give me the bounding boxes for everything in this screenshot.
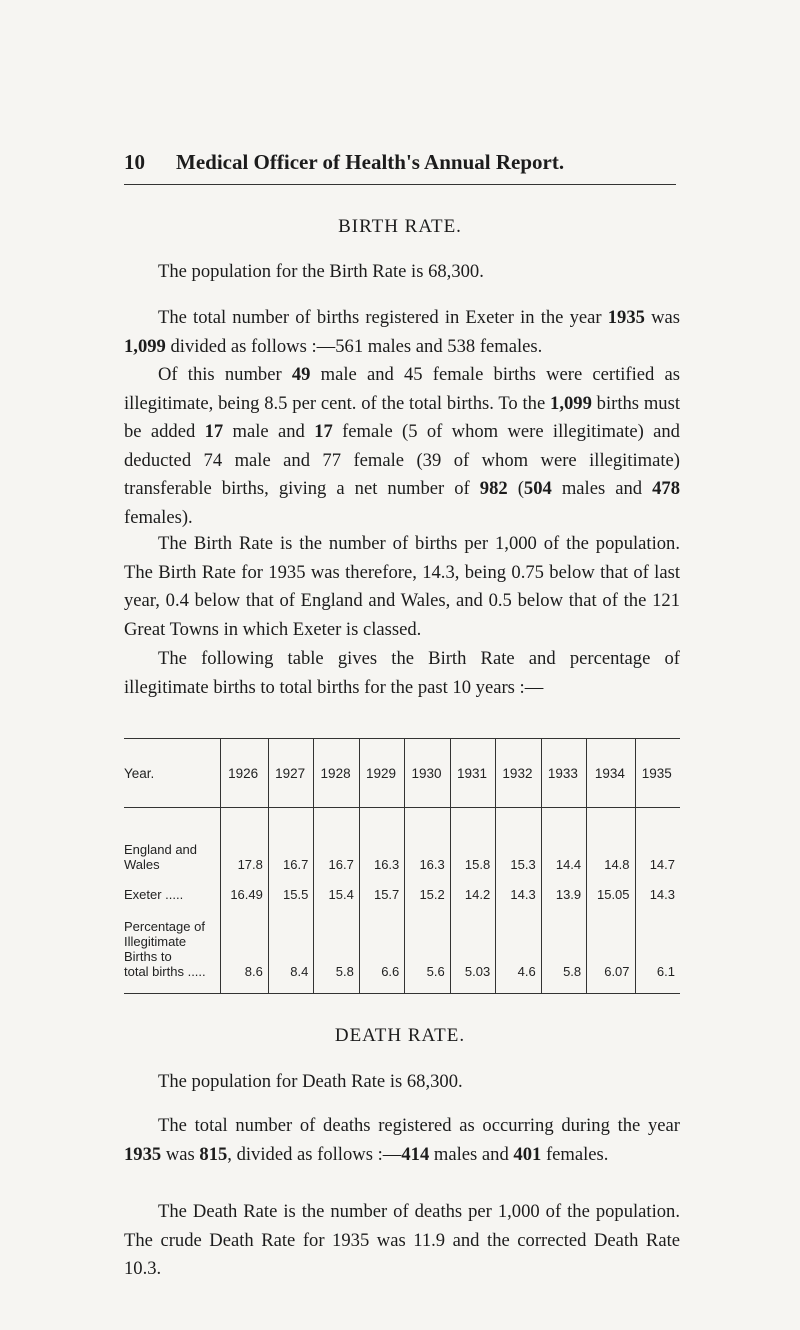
table-row-label [124,808,220,876]
table-cell: 8.4 [268,905,313,994]
header-rule [124,184,676,185]
table-row-label [124,875,220,905]
table-header-year-1926: 1926 [220,739,268,808]
row-label-line: Exeter ..... [124,887,184,902]
table-row [124,875,680,905]
birth-paragraph-population: The population for the Birth Rate is 68,300. [158,261,484,282]
table-cell: 16.3 [359,808,404,876]
table-cell: 14.3 [635,875,680,905]
table-cell: 14.2 [450,875,495,905]
death-paragraph-total: The total number of deaths registered as occurring during the year 1935 was 815, divided as follows :—414 males and 401 females. [124,1115,680,1165]
table-cell: 16.7 [314,808,359,876]
table-header-year: Year. [124,765,155,781]
page-number: 10 [124,150,145,174]
table-cell: 15.8 [450,808,495,876]
row-label-line: England and [124,842,198,857]
row-label-line: Illegitimate [124,934,187,949]
table-cell: 16.3 [405,808,450,876]
table-cell: 5.8 [541,905,586,994]
table-cell: 8.6 [220,905,268,994]
table-cell: 14.4 [541,808,586,876]
table-cell: 13.9 [541,875,586,905]
row-label-line: total births ..... [124,964,206,979]
table-header-year-1934: 1934 [587,739,635,808]
death-rate-heading: DEATH RATE. [334,1025,466,1046]
row-label-line: Wales [124,857,160,872]
table-cell: 16.49 [220,875,268,905]
birth-paragraph-table-intro: The following table gives the Birth Rate and percentage of illegitimate births to total births for the past 10 years :— [124,648,680,698]
table-header-year-1927: 1927 [268,739,313,808]
row-label-line: Percentage of [124,919,205,934]
table-cell: 17.8 [220,808,268,876]
birth-rate-table [124,738,680,994]
table-cell: 15.05 [587,875,635,905]
table-cell: 4.6 [496,905,541,994]
table-cell: 14.8 [587,808,635,876]
birth-paragraph-illegitimate: Of this number 49 male and 45 female births were certified as illegitimate, being 8.5 per cent. of the total births. To the 1,099 births must be added 17 male and 17 female (5 of whom were illegitimate) and deducted 74 male and 77 female (39 of whom were illegitimate) transferable births, giving a net number of 982 (504 males and 478 females). [124,364,680,528]
table-cell: 15.7 [359,875,404,905]
table-cell: 6.07 [587,905,635,994]
death-paragraph-rate: The Death Rate is the number of deaths per 1,000 of the population. The crude Death Rate for 1935 was 11.9 and the corrected Death Rate 10.3. [124,1201,680,1279]
table-cell: 6.1 [635,905,680,994]
table-cell: 16.7 [268,808,313,876]
table-cell: 5.03 [450,905,495,994]
table-row [124,905,680,994]
table-cell: 15.5 [268,875,313,905]
table-cell: 6.6 [359,905,404,994]
table-cell: 15.3 [496,808,541,876]
table-row [124,808,680,876]
table-header-year-1935: 1935 [635,739,680,808]
table-row-label [124,905,220,994]
table-header-year-1928: 1928 [314,739,359,808]
table-header-year-1930: 1930 [405,739,450,808]
table-cell: 14.3 [496,875,541,905]
table-cell: 15.2 [405,875,450,905]
table-cell: 5.8 [314,905,359,994]
table-header-year-1931: 1931 [450,739,495,808]
death-paragraph-population: The population for Death Rate is 68,300. [158,1071,463,1092]
table-header-year-1929: 1929 [359,739,404,808]
report-title: Medical Officer of Health's Annual Report. [176,150,565,174]
row-label-line: Births to [124,949,172,964]
table-cell: 14.7 [635,808,680,876]
table-header-row [124,739,680,808]
birth-rate-heading: BIRTH RATE. [338,216,462,237]
running-header [124,150,664,175]
table-cell: 5.6 [405,905,450,994]
table-header-year-1932: 1932 [496,739,541,808]
birth-paragraph-rate: The Birth Rate is the number of births per 1,000 of the population. The Birth Rate for 1935 was therefore, 14.3, being 0.75 below that of last year, 0.4 below that of England and Wales, and 0.5 below that of the 121 Great Towns in which Exeter is classed. [124,533,680,640]
table-cell: 15.4 [314,875,359,905]
table-header-year-1933: 1933 [541,739,586,808]
birth-paragraph-total: The total number of births registered in Exeter in the year 1935 was 1,099 divided as follows :—561 males and 538 females. [124,307,680,357]
